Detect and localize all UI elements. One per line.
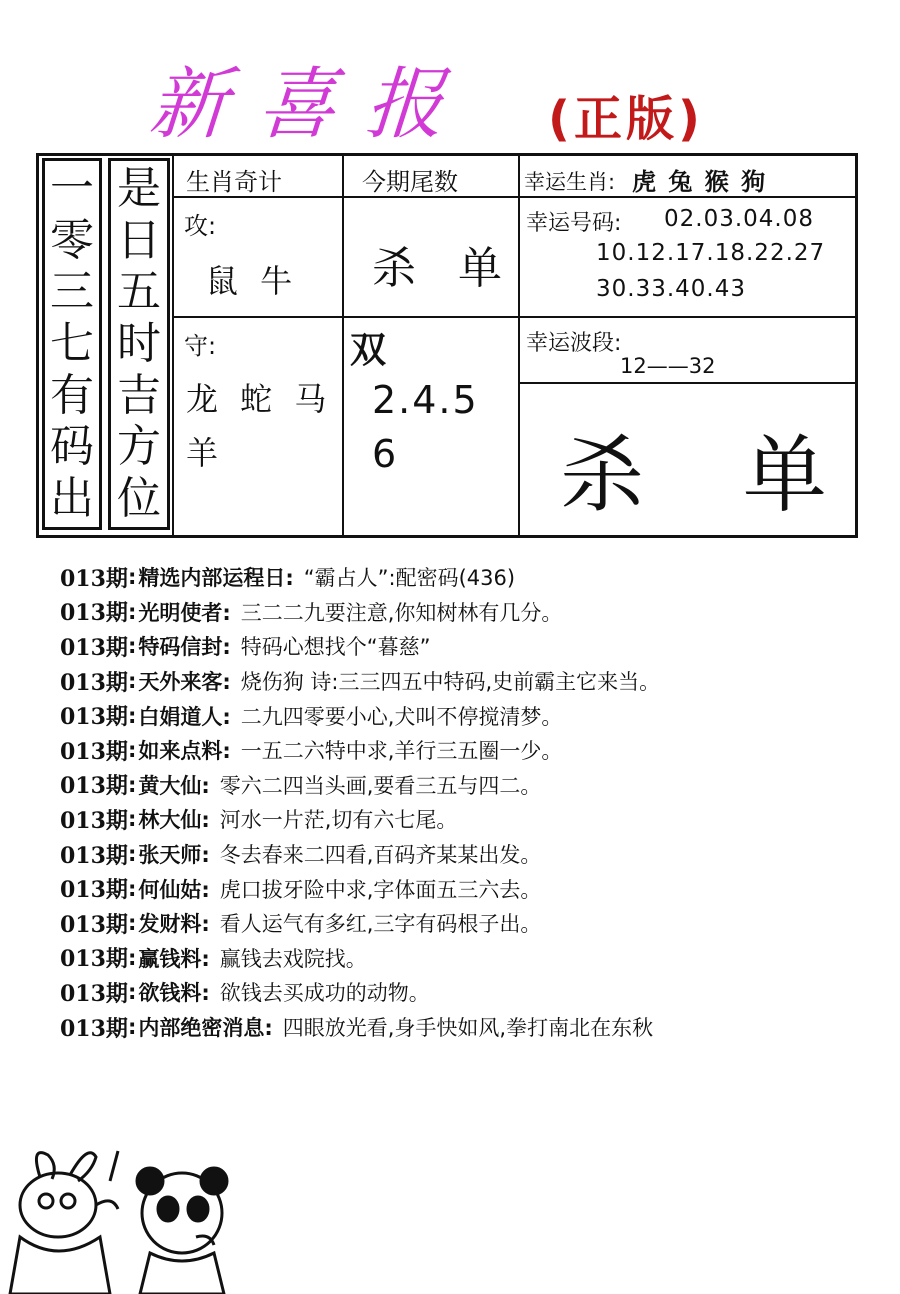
defend-value-2: 羊 — [186, 434, 219, 472]
motion-line — [110, 1151, 118, 1181]
list-item: 013期 : 赢钱料: 赢钱去戏院找。 — [60, 941, 890, 976]
entry-text: 虎口拔牙险中求,字体面五三六去。 — [219, 877, 542, 902]
tail-even-value-2: 6 — [372, 432, 397, 476]
list-item: 013期 : 林大仙: 河水一片茫,切有六七尾。 — [60, 802, 890, 837]
lucky-numbers-line3: 30.33.40.43 — [596, 276, 746, 302]
header-tail-number: 今期尾数 — [362, 168, 458, 196]
entry-period: 013期 — [60, 807, 128, 834]
entry-period: 013期 — [60, 634, 128, 661]
entry-period: 013期 — [60, 773, 128, 800]
entry-name: 欲钱料: — [138, 981, 210, 1006]
entry-name: 内部绝密消息: — [138, 1016, 273, 1041]
entry-period: 013期 — [60, 738, 128, 765]
entry-name: 精选内部运程日: — [138, 566, 294, 591]
rabbit-icon — [10, 1153, 118, 1294]
slogan-2-char: 五 — [117, 266, 161, 318]
vertical-slogan-1 — [42, 158, 102, 530]
page-title: 新喜报 — [146, 60, 477, 150]
cartoon-illustration — [0, 1145, 260, 1294]
list-item: 013期 : 何仙姑: 虎口拔牙险中求,字体面五三六去。 — [60, 871, 890, 906]
list-item: 013期 : 内部绝密消息: 四眼放光看,身手快如风,拳打南北在东秋 — [60, 1010, 890, 1045]
slogan-1-char: 三 — [50, 266, 94, 318]
entry-period: 013期 — [60, 946, 128, 973]
slogan-1-char: 有 — [50, 369, 94, 421]
grid-line — [518, 156, 520, 536]
header-zodiac-tip: 生肖奇计 — [186, 168, 282, 196]
entry-text: 河水一片茫,切有六七尾。 — [219, 808, 458, 833]
entry-name: 天外来客: — [138, 670, 231, 695]
entry-text: 特码心想找个“暮慈” — [240, 635, 431, 660]
entry-name: 发财料: — [138, 912, 210, 937]
slogan-1-char: 出 — [50, 472, 94, 524]
defend-label: 守: — [184, 332, 217, 360]
entry-text: 欲钱去买成功的动物。 — [219, 981, 430, 1006]
entries-list — [60, 560, 890, 1044]
entry-name: 黄大仙: — [138, 773, 210, 798]
list-item: 013期 : 张天师: 冬去春来二四看,百码齐某某出发。 — [60, 837, 890, 872]
lucky-wave-value: 12——32 — [620, 354, 716, 378]
entry-text: 一五二六特中求,羊行三五圈一少。 — [240, 739, 563, 764]
grid-line — [172, 156, 174, 536]
entry-period: 013期 — [60, 704, 128, 731]
entry-name: 张天师: — [138, 843, 210, 868]
slogan-1-char: 零 — [50, 214, 94, 266]
grid-line — [342, 156, 344, 536]
tail-even-value-1: 2.4.5 — [372, 378, 479, 422]
vertical-slogan-2 — [108, 158, 170, 530]
slogan-1-char: 七 — [50, 317, 94, 369]
slogan-2-char: 是 — [117, 163, 161, 214]
entry-period: 013期 — [60, 980, 128, 1007]
list-item: 013期 : 天外来客: 烧伤狗 诗:三三四五中特码,史前霸主它来当。 — [60, 664, 890, 699]
entry-name: 光明使者: — [138, 600, 231, 625]
entry-text: “霸占人”:配密码(436) — [303, 566, 516, 591]
defend-value-1: 龙 蛇 马 — [186, 380, 333, 418]
list-item: 013期 : 欲钱料: 欲钱去买成功的动物。 — [60, 975, 890, 1010]
lucky-wave-label: 幸运波段: — [526, 331, 622, 356]
big-kill-value: 杀 单 — [560, 426, 863, 524]
header-lucky-zodiac-label: 幸运生肖: — [524, 170, 616, 194]
slogan-2-char: 日 — [117, 214, 161, 266]
slogan-1-char: 一 — [50, 163, 94, 214]
entry-period: 013期 — [60, 565, 128, 592]
entry-text: 二九四零要小心,犬叫不停搅清梦。 — [240, 704, 563, 729]
entry-period: 013期 — [60, 600, 128, 627]
entry-name: 赢钱料: — [138, 946, 210, 971]
list-item: 013期 : 特码信封: 特码心想找个“暮慈” — [60, 629, 890, 664]
list-item: 013期 : 白娟道人: 二九四零要小心,犬叫不停搅清梦。 — [60, 698, 890, 733]
panda-icon — [137, 1168, 227, 1294]
entry-text: 四眼放光看,身手快如风,拳打南北在东秋 — [282, 1016, 654, 1041]
list-item: 013期 : 光明使者: 三二二九要注意,你知树林有几分。 — [60, 595, 890, 630]
lucky-numbers-line1: 02.03.04.08 — [664, 206, 814, 232]
lucky-numbers-label: 幸运号码: — [526, 211, 622, 236]
entry-period: 013期 — [60, 911, 128, 938]
entry-name: 如来点料: — [138, 739, 231, 764]
slogan-2-char: 吉 — [117, 369, 161, 421]
entry-text: 烧伤狗 诗:三三四五中特码,史前霸主它来当。 — [240, 670, 661, 695]
grid-line — [518, 382, 856, 384]
entry-name: 林大仙: — [138, 808, 210, 833]
header-lucky-zodiac-value: 虎 兔 猴 狗 — [632, 168, 768, 196]
grid-line — [172, 316, 518, 318]
tail-even-label: 双 — [350, 330, 387, 371]
list-item: 013期 : 黄大仙: 零六二四当头画,要看三五与四二。 — [60, 768, 890, 803]
entry-text: 赢钱去戏院找。 — [219, 946, 367, 971]
entry-text: 三二二九要注意,你知树林有几分。 — [240, 600, 563, 625]
entry-period: 013期 — [60, 669, 128, 696]
slogan-2-char: 方 — [117, 421, 161, 473]
entry-period: 013期 — [60, 877, 128, 904]
grid-line — [518, 316, 856, 318]
list-item: 013期 : 发财料: 看人运气有多红,三字有码根子出。 — [60, 906, 890, 941]
entry-name: 何仙姑: — [138, 877, 210, 902]
entry-text: 冬去春来二四看,百码齐某某出发。 — [219, 843, 542, 868]
list-item: 013期 : 如来点料: 一五二六特中求,羊行三五圈一少。 — [60, 733, 890, 768]
attack-label: 攻: — [184, 212, 217, 240]
lucky-numbers-line2: 10.12.17.18.22.27 — [596, 240, 826, 266]
entry-name: 特码信封: — [138, 635, 231, 660]
entry-period: 013期 — [60, 1015, 128, 1042]
slogan-1-char: 码 — [50, 421, 94, 473]
entry-text: 零六二四当头画,要看三五与四二。 — [219, 773, 542, 798]
list-item: 013期 : 精选内部运程日: “霸占人”:配密码(436) — [60, 560, 890, 595]
edition-label: (正版) — [548, 91, 704, 147]
attack-value: 鼠 牛 — [206, 262, 299, 300]
slogan-2-char: 时 — [117, 317, 161, 369]
slogan-2-char: 位 — [117, 472, 161, 524]
entry-name: 白娟道人: — [138, 704, 231, 729]
tail-kill-value: 杀 单 — [372, 243, 516, 294]
entry-period: 013期 — [60, 842, 128, 869]
entry-text: 看人运气有多红,三字有码根子出。 — [219, 912, 542, 937]
